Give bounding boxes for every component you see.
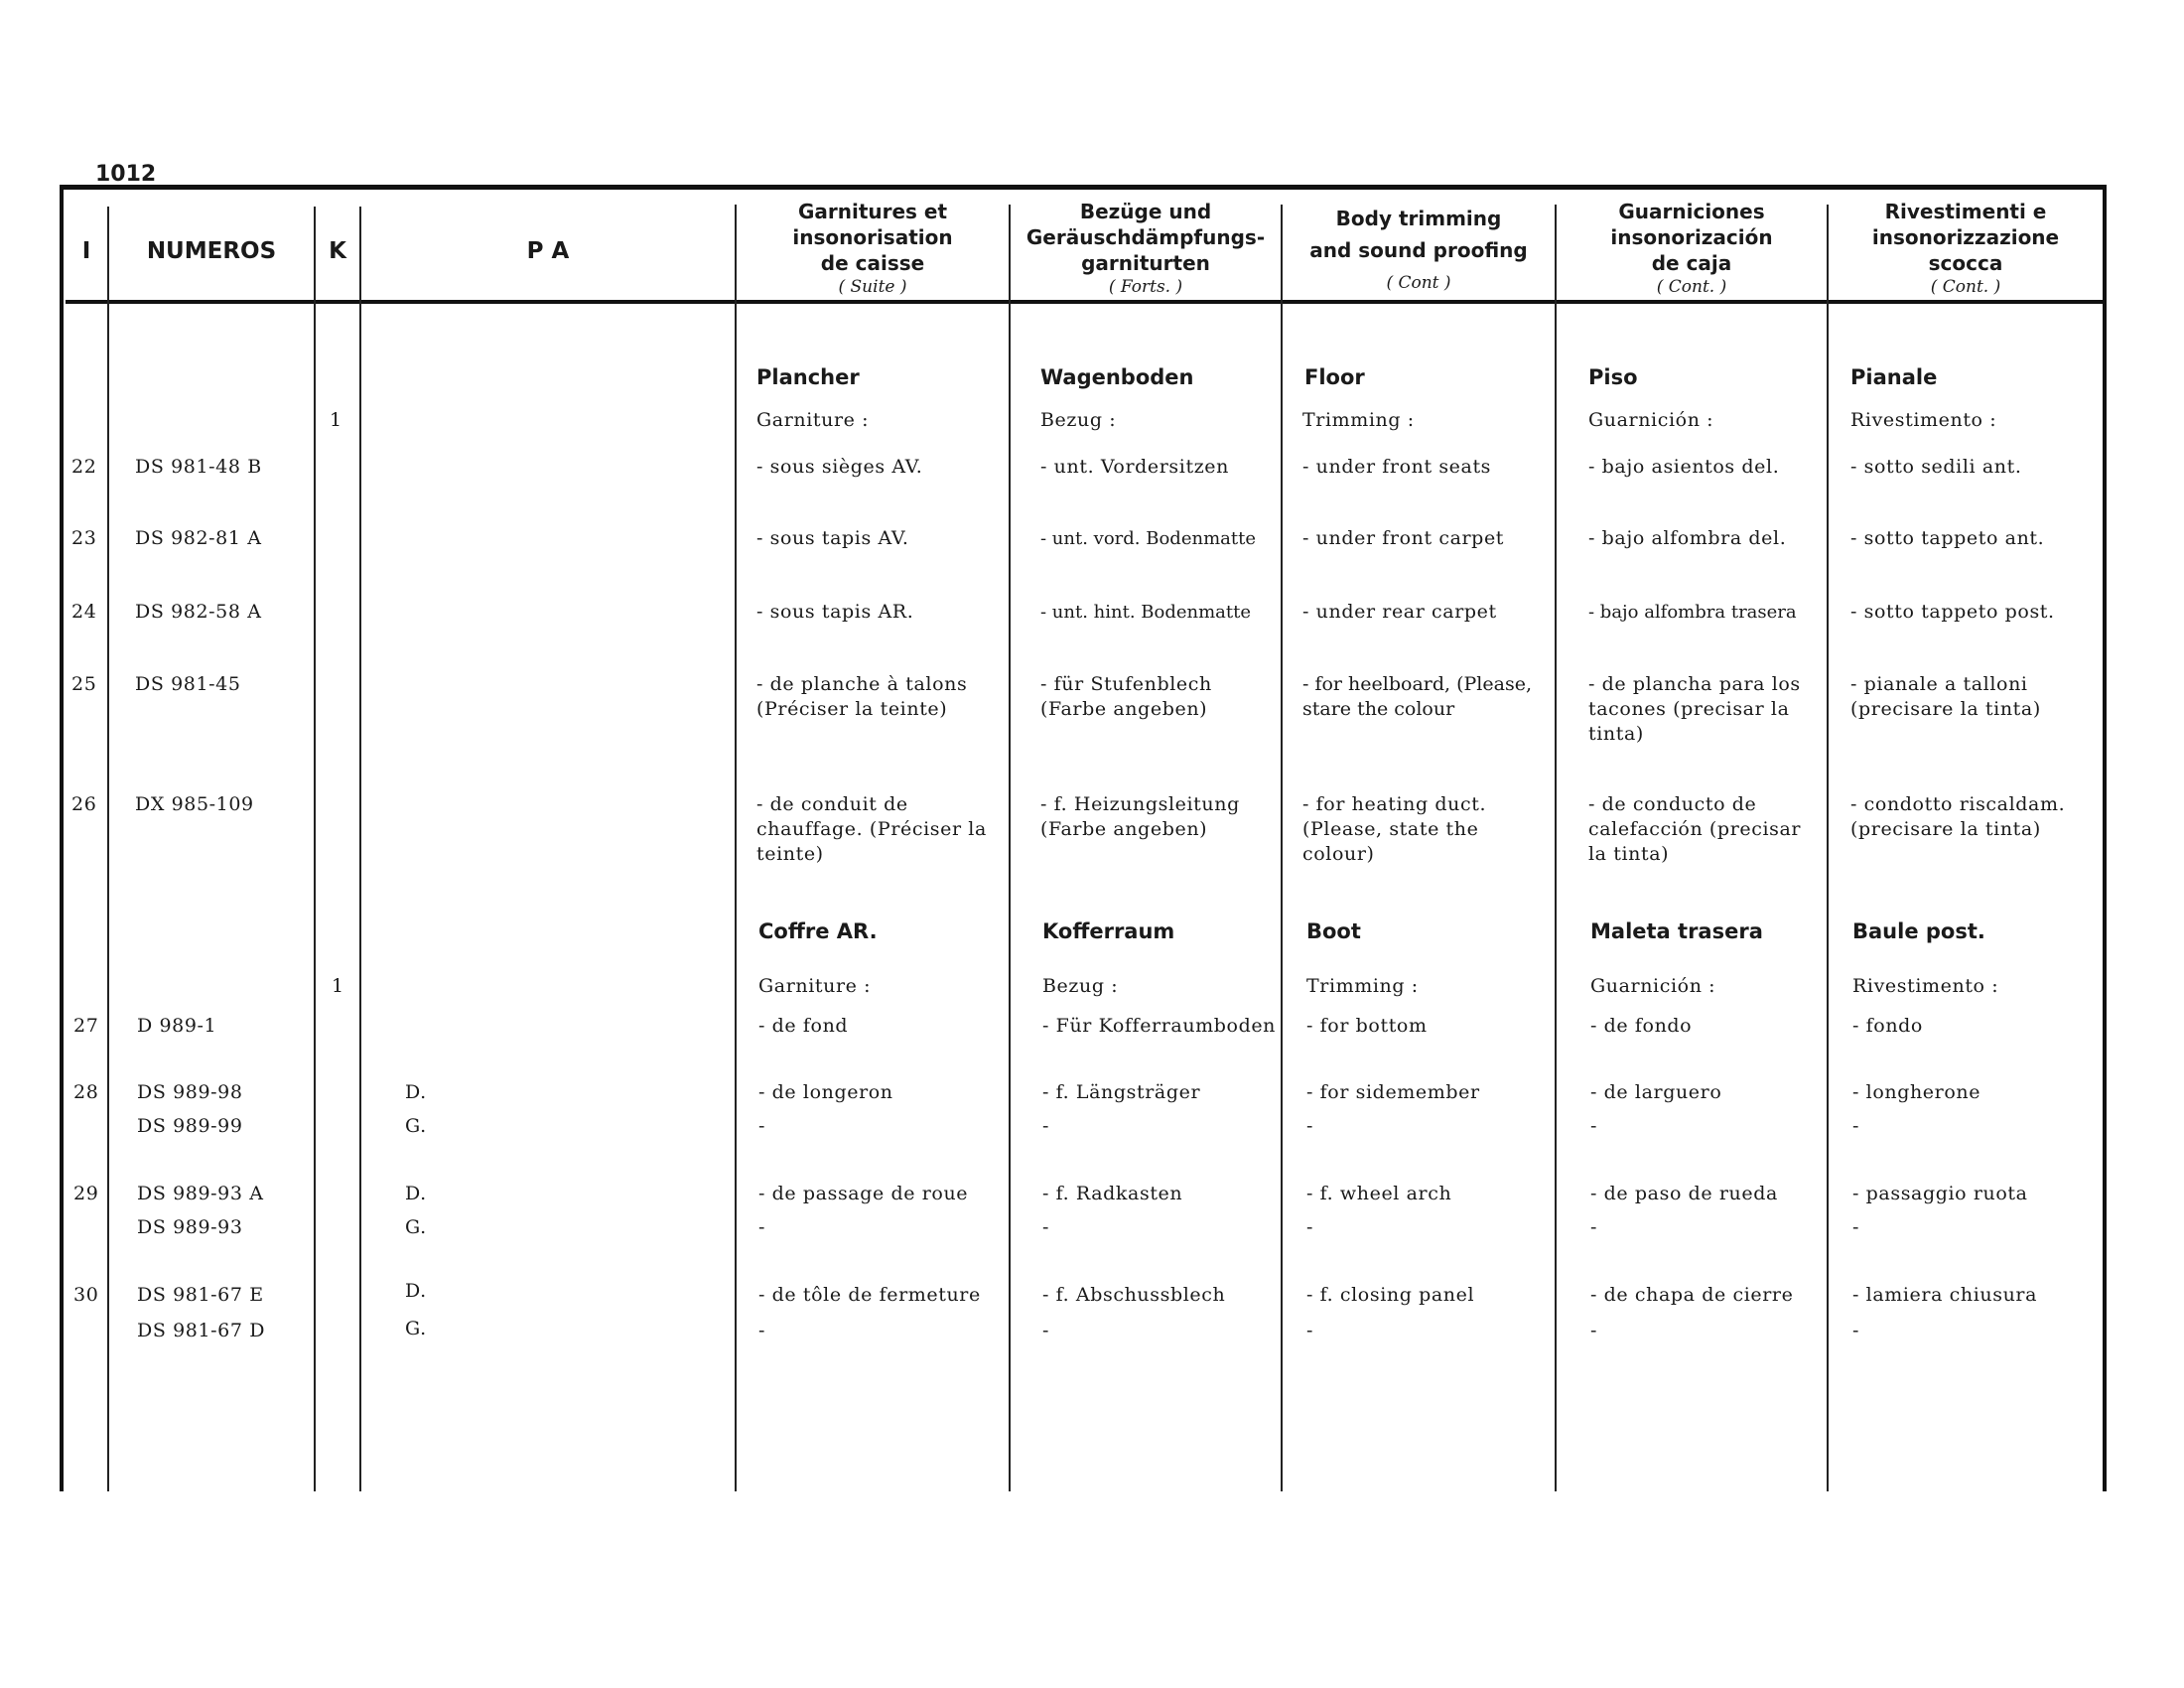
header-de-line: Geräuschdämpfungs- [1025, 225, 1266, 249]
desc-de: - unt. Vordersitzen [1040, 456, 1229, 478]
desc-es: - de conducto de calefacción (precisar la tinta) [1588, 793, 1802, 865]
desc-de: - [1042, 1216, 1050, 1238]
page-number: 1012 [95, 162, 157, 187]
header-de-sub: ( Forts. ) [1108, 277, 1183, 297]
header-rule [66, 300, 2105, 304]
header-it-line: scocca [1928, 251, 2003, 275]
desc-en: - [1306, 1216, 1314, 1238]
desc-en: - for heating duct. (Please, state the colour) [1302, 793, 1487, 865]
section-heading-es: Maleta trasera [1590, 919, 1763, 943]
desc-en: - [1306, 1115, 1314, 1137]
column-divider [1555, 205, 1557, 1491]
desc-es: - de larguero [1590, 1081, 1722, 1103]
desc-es: - bajo alfombra trasera [1588, 602, 1797, 623]
desc-en: - under front seats [1302, 456, 1492, 478]
header-fr-line: Garnitures et [797, 200, 948, 223]
side-code: G. [405, 1216, 427, 1238]
section-heading-en: Boot [1306, 919, 1361, 943]
desc-fr: - de longeron [758, 1081, 893, 1103]
header-it-line: insonorizzazione [1871, 225, 2060, 249]
desc-es: - bajo asientos del. [1588, 456, 1780, 478]
desc-fr: - de planche à talons (Préciser la teinte) [756, 673, 968, 720]
header-it-sub: ( Cont. ) [1930, 277, 2001, 297]
desc-fr: - [758, 1320, 766, 1341]
desc-it: - sotto sedili ant. [1850, 456, 2022, 478]
header-de-line: garniturten [1081, 251, 1210, 275]
desc-en: - [1306, 1320, 1314, 1341]
column-divider [1009, 205, 1011, 1491]
side-code: G. [405, 1115, 427, 1137]
header-it [1829, 199, 2103, 298]
header-i: I [81, 238, 91, 264]
part-number: DS 989-99 [137, 1115, 243, 1137]
section-sub-de: Bezug : [1042, 975, 1119, 997]
section-sub-it: Rivestimento : [1850, 409, 1997, 431]
row-index: 30 [73, 1284, 99, 1306]
header-es-line: de caja [1651, 251, 1732, 275]
part-number: DS 982-81 A [135, 527, 262, 549]
desc-de: - f. Radkasten [1042, 1183, 1183, 1204]
column-divider [314, 207, 316, 1491]
section-sub-de: Bezug : [1040, 409, 1117, 431]
desc-de: - f. Längsträger [1042, 1081, 1201, 1103]
desc-de: - f. Heizungsleitung (Farbe angeben) [1040, 793, 1240, 840]
part-number: DS 981-67 D [137, 1320, 266, 1341]
section-sub-es: Guarnición : [1588, 409, 1714, 431]
side-code: D. [405, 1081, 427, 1103]
header-en-line: and sound proofing [1309, 238, 1528, 262]
desc-es: - de plancha para los tacones (precisar la tinta) [1588, 673, 1801, 745]
header-es-sub: ( Cont. ) [1656, 277, 1727, 297]
section-heading-fr: Plancher [756, 365, 860, 389]
desc-en: - f. wheel arch [1306, 1183, 1452, 1204]
desc-fr: - sous tapis AV. [756, 527, 909, 549]
header-fr-line: insonorisation [792, 225, 953, 249]
part-number: D 989-1 [137, 1015, 217, 1037]
desc-es: - de chapa de cierre [1590, 1284, 1794, 1306]
section-heading-de: Kofferraum [1042, 919, 1175, 943]
part-number: DS 982-58 A [135, 601, 262, 623]
column-divider [359, 207, 361, 1491]
row-index: 22 [71, 456, 97, 478]
column-divider [1281, 205, 1283, 1491]
column-divider [107, 207, 109, 1491]
header-fr-line: de caisse [820, 251, 925, 275]
side-code: D. [405, 1183, 427, 1204]
side-code: G. [405, 1318, 427, 1339]
section-sub-en: Trimming : [1306, 975, 1419, 997]
desc-it: - fondo [1852, 1015, 1923, 1037]
desc-en: - f. closing panel [1306, 1284, 1475, 1306]
desc-es: - bajo alfombra del. [1588, 527, 1787, 549]
column-divider [1827, 205, 1829, 1491]
desc-it: - [1852, 1115, 1860, 1137]
desc-es: - [1590, 1115, 1598, 1137]
section-sub-fr: Garniture : [756, 409, 870, 431]
header-es-line: insonorización [1610, 225, 1773, 249]
section-heading-es: Piso [1588, 365, 1638, 389]
part-number: DS 989-93 [137, 1216, 243, 1238]
part-number: DS 989-93 A [137, 1183, 264, 1204]
desc-es: - de paso de rueda [1590, 1183, 1778, 1204]
desc-fr: - [758, 1115, 766, 1137]
header-es [1557, 199, 1827, 298]
header-k: K [329, 238, 346, 264]
part-number: DS 981-67 E [137, 1284, 264, 1306]
desc-de: - für Stufenblech (Farbe angeben) [1040, 673, 1212, 720]
section-k: 1 [330, 409, 342, 431]
desc-de: - [1042, 1320, 1050, 1341]
desc-fr: - de passage de roue [758, 1183, 969, 1204]
desc-en: - under rear carpet [1302, 601, 1497, 623]
desc-it: - pianale a talloni (precisare la tinta) [1850, 673, 2041, 720]
header-en [1283, 203, 1555, 294]
section-heading-it: Baule post. [1852, 919, 1985, 943]
desc-it: - passaggio ruota [1852, 1183, 2028, 1204]
section-heading-fr: Coffre AR. [758, 919, 878, 943]
desc-it: - condotto riscaldam. (precisare la tinta) [1850, 793, 2066, 840]
section-sub-en: Trimming : [1302, 409, 1415, 431]
desc-it: - sotto tappeto post. [1850, 601, 2055, 623]
desc-fr: - [758, 1216, 766, 1238]
desc-en: - under front carpet [1302, 527, 1505, 549]
desc-it: - lamiera chiusura [1852, 1284, 2038, 1306]
header-en-line: Body trimming [1335, 207, 1502, 230]
desc-de: - [1042, 1115, 1050, 1137]
side-code: D. [405, 1280, 427, 1302]
desc-fr: - de tôle de fermeture [758, 1284, 981, 1306]
row-index: 29 [73, 1183, 99, 1204]
header-pa: P A [526, 238, 570, 264]
header-fr [737, 199, 1009, 298]
desc-fr: - de conduit de chauffage. (Préciser la teinte) [756, 793, 987, 865]
header-es-line: Guarniciones [1618, 200, 1765, 223]
section-sub-it: Rivestimento : [1852, 975, 1999, 997]
desc-en: - for heelboard, (Please, stare the colour [1302, 673, 1532, 720]
section-heading-de: Wagenboden [1040, 365, 1194, 389]
desc-fr: - sous tapis AR. [756, 601, 914, 623]
desc-es: - [1590, 1216, 1598, 1238]
row-index: 27 [73, 1015, 99, 1037]
part-number: DS 989-98 [137, 1081, 243, 1103]
row-index: 28 [73, 1081, 99, 1103]
section-sub-fr: Garniture : [758, 975, 872, 997]
desc-es: - de fondo [1590, 1015, 1693, 1037]
header-fr-sub: ( Suite ) [838, 277, 907, 297]
header-it-line: Rivestimenti e [1884, 200, 2047, 223]
header-de-line: Bezüge und [1079, 200, 1212, 223]
desc-it: - longherone [1852, 1081, 1981, 1103]
part-number: DS 981-45 [135, 673, 241, 695]
desc-it: - sotto tappeto ant. [1850, 527, 2045, 549]
column-divider [735, 205, 737, 1491]
desc-it: - [1852, 1216, 1860, 1238]
desc-en: - for bottom [1306, 1015, 1428, 1037]
header-en-sub: ( Cont ) [1386, 273, 1451, 293]
section-k: 1 [332, 975, 344, 997]
desc-fr: - sous sièges AV. [756, 456, 923, 478]
part-number: DS 981-48 B [135, 456, 262, 478]
row-index: 25 [71, 673, 97, 695]
desc-fr: - de fond [758, 1015, 849, 1037]
desc-de: - unt. hint. Bodenmatte [1040, 602, 1252, 623]
section-sub-es: Guarnición : [1590, 975, 1716, 997]
desc-it: - [1852, 1320, 1860, 1341]
desc-de: - f. Abschussblech [1042, 1284, 1226, 1306]
row-index: 24 [71, 601, 97, 623]
row-index: 26 [71, 793, 97, 815]
part-number: DX 985-109 [135, 793, 254, 815]
row-index: 23 [71, 527, 97, 549]
desc-de: - Für Kofferraumboden [1042, 1015, 1277, 1037]
desc-es: - [1590, 1320, 1598, 1341]
section-heading-it: Pianale [1850, 365, 1938, 389]
header-de [1011, 199, 1281, 298]
header-numeros: NUMEROS [146, 238, 277, 264]
desc-en: - for sidemember [1306, 1081, 1480, 1103]
desc-de: - unt. vord. Bodenmatte [1040, 528, 1256, 549]
section-heading-en: Floor [1304, 365, 1365, 389]
